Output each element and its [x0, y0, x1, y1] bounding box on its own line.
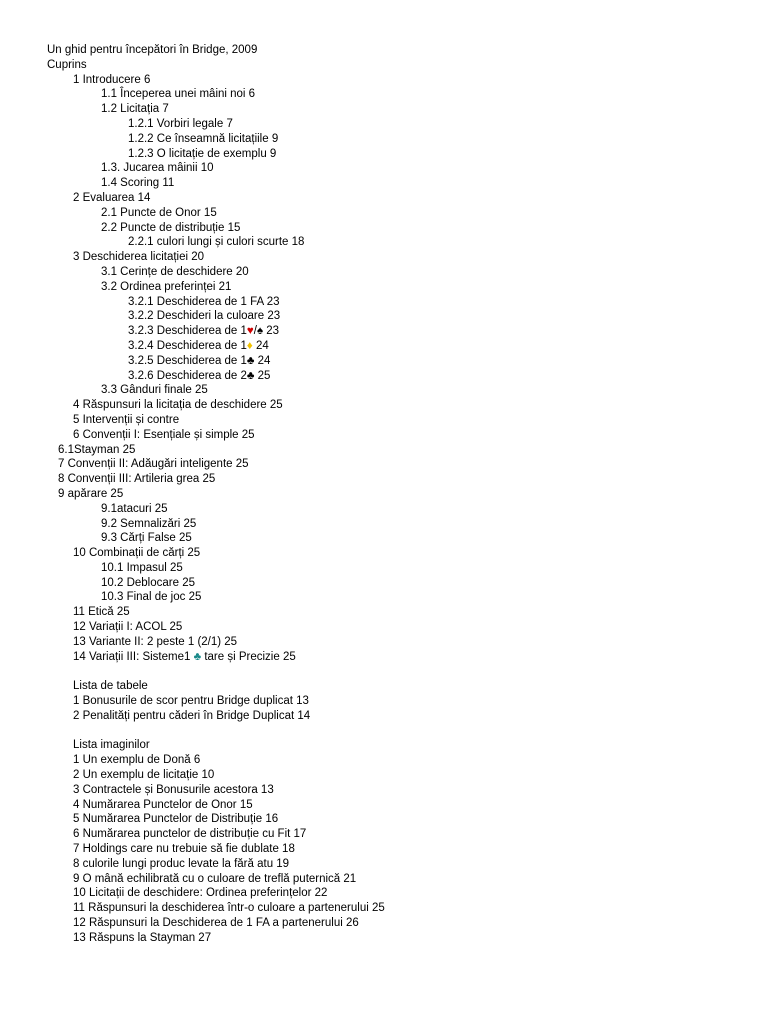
toc-entry[interactable]: 9.2 Semnalizări 25: [101, 517, 197, 530]
toc-entry-text: 3.2.5 Deschiderea de 1: [128, 354, 247, 367]
contents-heading: Cuprins: [47, 58, 87, 71]
image-list-entry[interactable]: 10 Licitații de deschidere: Ordinea preferințelor 22: [73, 887, 328, 900]
toc-entry[interactable]: 6 Convenții I: Esențiale și simple 25: [73, 428, 255, 441]
toc-entry[interactable]: [0, 339, 768, 354]
toc-entry[interactable]: 1.2 Licitația 7: [101, 103, 169, 116]
toc-entry[interactable]: 1 Introducere 6: [73, 73, 151, 86]
toc-entry[interactable]: 2.2.1 culori lungi și culori scurte 18: [128, 236, 305, 249]
toc-entry[interactable]: 10.1 Impasul 25: [101, 561, 183, 574]
toc-entry-text: 14 Variații III: Sisteme1: [73, 650, 194, 663]
image-list-entry[interactable]: 1 Un exemplu de Donă 6: [73, 754, 201, 767]
toc-entry[interactable]: 3.3 Gânduri finale 25: [101, 384, 208, 397]
toc-entry[interactable]: 8 Convenții III: Artileria grea 25: [58, 473, 216, 486]
toc-entry[interactable]: 10.2 Deblocare 25: [101, 576, 195, 589]
toc-entry[interactable]: 9.3 Cărți False 25: [101, 532, 192, 545]
toc-entry-text: 23: [263, 325, 280, 338]
spacer: [0, 724, 768, 739]
document-title: Un ghid pentru începători în Bridge, 2009: [47, 44, 258, 56]
toc-entry[interactable]: 4 Răspunsuri la licitația de deschidere 25: [73, 399, 283, 412]
toc-entry[interactable]: [0, 650, 768, 665]
spade-suit-icon: ♠: [256, 325, 264, 338]
toc-entry[interactable]: 3.2 Ordinea preferinței 21: [101, 280, 232, 293]
document-page: [0, 43, 768, 946]
toc-entry[interactable]: 1.3. Jucarea mâinii 10: [101, 162, 214, 175]
toc-entry[interactable]: 11 Etică 25: [73, 606, 130, 619]
table-list-entry[interactable]: 1 Bonusurile de scor pentru Bridge duplicat 13: [73, 695, 309, 708]
list-of-images: [0, 753, 768, 945]
toc-entry[interactable]: 3.2.1 Deschiderea de 1 FA 23: [128, 295, 280, 308]
toc-entry[interactable]: 2.1 Puncte de Onor 15: [101, 206, 217, 219]
toc-entry[interactable]: 6.1Stayman 25: [58, 443, 136, 456]
toc-entry[interactable]: 3.2.2 Deschideri la culoare 23: [128, 310, 281, 323]
heart-suit-icon: ♥: [246, 325, 254, 338]
toc-entry[interactable]: 10 Combinații de cărți 25: [73, 547, 201, 560]
image-list-entry[interactable]: 9 O mână echilibrată cu o culoare de treflă puternică 21: [73, 872, 357, 885]
image-list-entry[interactable]: 8 culorile lungi produc levate la fără atu 19: [73, 857, 290, 870]
toc-entry[interactable]: [0, 324, 768, 339]
toc-entry-text: /: [253, 325, 257, 338]
toc-entry[interactable]: 10.3 Final de joc 25: [101, 591, 202, 604]
image-list-entry[interactable]: 3 Contractele și Bonusurile acestora 13: [73, 783, 274, 796]
images-heading: Lista imaginilor: [73, 739, 150, 752]
toc-entry-text: 24: [254, 354, 271, 367]
table-list-entry[interactable]: 2 Penalități pentru căderi în Bridge Duplicat 14: [73, 709, 311, 722]
diamond-suit-icon: ♦: [246, 339, 253, 352]
image-list-entry[interactable]: 11 Răspunsuri la deschiderea într-o culoare a partenerului 25: [73, 902, 385, 915]
image-list-entry[interactable]: 12 Răspunsuri la Deschiderea de 1 FA a partenerului 26: [73, 917, 359, 930]
toc-entry-text: 3.2.3 Deschiderea de 1: [128, 325, 247, 338]
toc-entry[interactable]: 1.1 Începerea unei mâini noi 6: [101, 88, 256, 101]
toc-entry-text: 3.2.6 Deschiderea de 2: [128, 369, 247, 382]
toc-entry[interactable]: 3 Deschiderea licitației 20: [73, 251, 205, 264]
toc-entry[interactable]: [0, 369, 768, 384]
club-suit-icon: ♣: [246, 354, 255, 367]
toc-entry-text: 24: [252, 339, 269, 352]
table-of-contents: [0, 73, 768, 665]
image-list-entry[interactable]: 6 Numărarea punctelor de distribuție cu Fit 17: [73, 828, 307, 841]
toc-entry[interactable]: 5 Intervenții și contre: [73, 413, 180, 426]
toc-entry[interactable]: 2 Evaluarea 14: [73, 191, 151, 204]
toc-entry[interactable]: 3.1 Cerințe de deschidere 20: [101, 265, 249, 278]
toc-entry[interactable]: [0, 354, 768, 369]
toc-entry[interactable]: 9 apărare 25: [58, 487, 124, 500]
image-list-entry[interactable]: 5 Numărarea Punctelor de Distribuție 16: [73, 813, 279, 826]
image-list-entry[interactable]: 4 Numărarea Punctelor de Onor 15: [73, 798, 253, 811]
image-list-entry[interactable]: 13 Răspuns la Stayman 27: [73, 931, 212, 944]
toc-entry[interactable]: 12 Variații I: ACOL 25: [73, 621, 183, 634]
list-of-tables: [0, 694, 768, 724]
toc-entry[interactable]: 13 Variante II: 2 peste 1 (2/1) 25: [73, 635, 238, 648]
spacer: [0, 664, 768, 679]
tables-heading: Lista de tabele: [73, 680, 148, 693]
toc-entry[interactable]: 9.1atacuri 25: [101, 502, 168, 515]
toc-entry[interactable]: 1.4 Scoring 11: [101, 177, 175, 190]
club-suit-icon: ♣: [193, 650, 202, 663]
toc-entry[interactable]: 1.2.2 Ce înseamnă licitațiile 9: [128, 132, 279, 145]
toc-entry[interactable]: 2.2 Puncte de distribuție 15: [101, 221, 241, 234]
toc-entry[interactable]: 7 Convenții II: Adăugări inteligente 25: [58, 458, 249, 471]
toc-entry-text: 3.2.4 Deschiderea de 1: [128, 339, 247, 352]
image-list-entry[interactable]: 2 Un exemplu de licitație 10: [73, 769, 215, 782]
image-list-entry[interactable]: 7 Holdings care nu trebuie să fie dublate 18: [73, 843, 295, 856]
toc-entry[interactable]: 1.2.3 O licitație de exemplu 9: [128, 147, 277, 160]
toc-entry[interactable]: 1.2.1 Vorbiri legale 7: [128, 117, 233, 130]
club-suit-icon: ♣: [246, 369, 255, 382]
toc-entry-text: 25: [254, 369, 271, 382]
toc-entry-text: tare și Precizie 25: [201, 650, 296, 663]
